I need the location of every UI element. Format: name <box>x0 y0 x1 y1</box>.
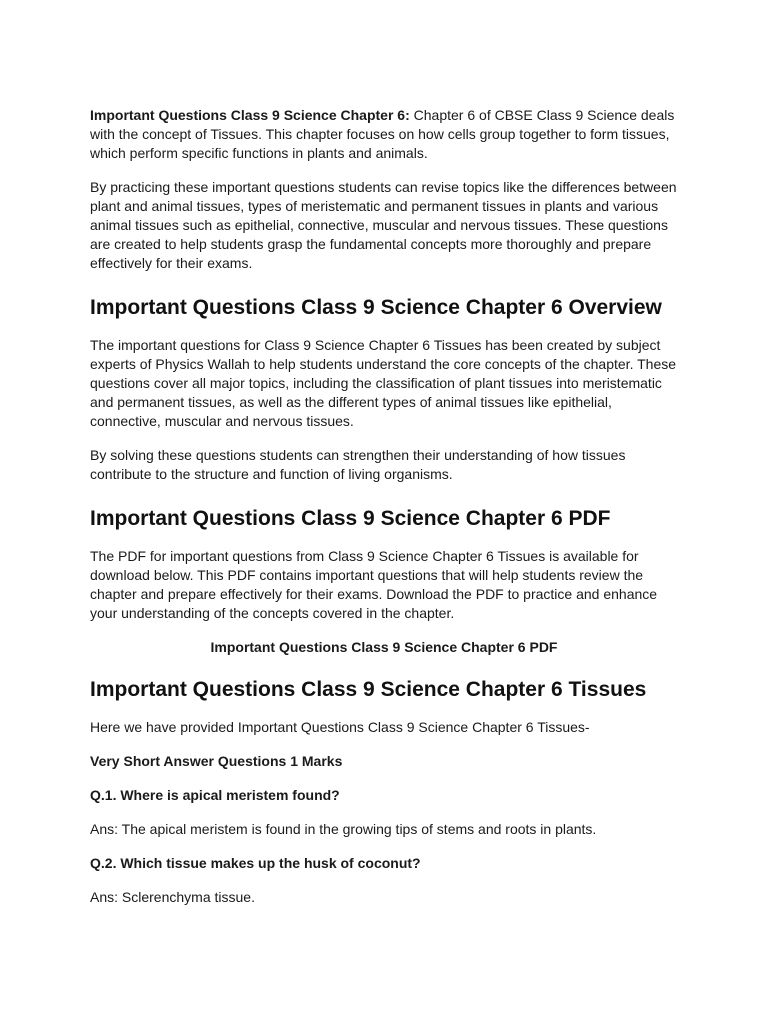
intro-paragraph-2: By practicing these important questions students can revise topics like the differences between plant and animal tissues, types of meristematic and permanent tissues in plants and various animal tissues such as epithelial, connective, muscular and nervous tissues. These questions are created to help students grasp the fundamental concepts more thoroughly and prepare effectively for their exams. <box>90 179 677 271</box>
answer-2: Ans: Sclerenchyma tissue. <box>90 889 255 905</box>
tissues-heading: Important Questions Class 9 Science Chapter 6 Tissues <box>90 678 647 701</box>
overview-heading: Important Questions Class 9 Science Chapter 6 Overview <box>90 296 662 319</box>
question-section-subheading: Very Short Answer Questions 1 Marks <box>90 753 343 769</box>
pdf-heading: Important Questions Class 9 Science Chapter 6 PDF <box>90 507 611 530</box>
question-2: Q.2. Which tissue makes up the husk of coconut? <box>90 855 421 871</box>
overview-paragraph-1: The important questions for Class 9 Science Chapter 6 Tissues has been created by subject experts of Physics Wallah to help students understand the core concepts of the chapter. These questions cover all major topics, including the classification of plant tissues into meristematic and permanent tissues, as well as the different types of animal tissues like epithelial, connective, muscular and nervous tissues. <box>90 337 677 429</box>
tissues-intro: Here we have provided Important Questions Class 9 Science Chapter 6 Tissues- <box>90 719 590 735</box>
intro-lead-bold: Important Questions Class 9 Science Chapter 6: <box>90 107 410 123</box>
answer-1: Ans: The apical meristem is found in the growing tips of stems and roots in plants. <box>90 821 597 837</box>
pdf-download-link[interactable]: Important Questions Class 9 Science Chapter 6 PDF <box>210 639 558 655</box>
question-1: Q.1. Where is apical meristem found? <box>90 787 340 803</box>
intro-lead-text: Chapter 6 of CBSE Class 9 Science deals with the concept of Tissues. This chapter focuses on how cells group together to form tissues, which perform specific functions in plants and animals. <box>90 107 675 161</box>
pdf-paragraph: The PDF for important questions from Class 9 Science Chapter 6 Tissues is available for download below. This PDF contains important questions that will help students review the chapter and prepare effectively for their exams. Download the PDF to practice and enhance your understanding of the concepts covered in the chapter. <box>90 548 658 621</box>
overview-paragraph-2: By solving these questions students can strengthen their understanding of how tissues contribute to the structure and function of living organisms. <box>90 447 626 482</box>
intro-paragraph <box>90 106 678 163</box>
